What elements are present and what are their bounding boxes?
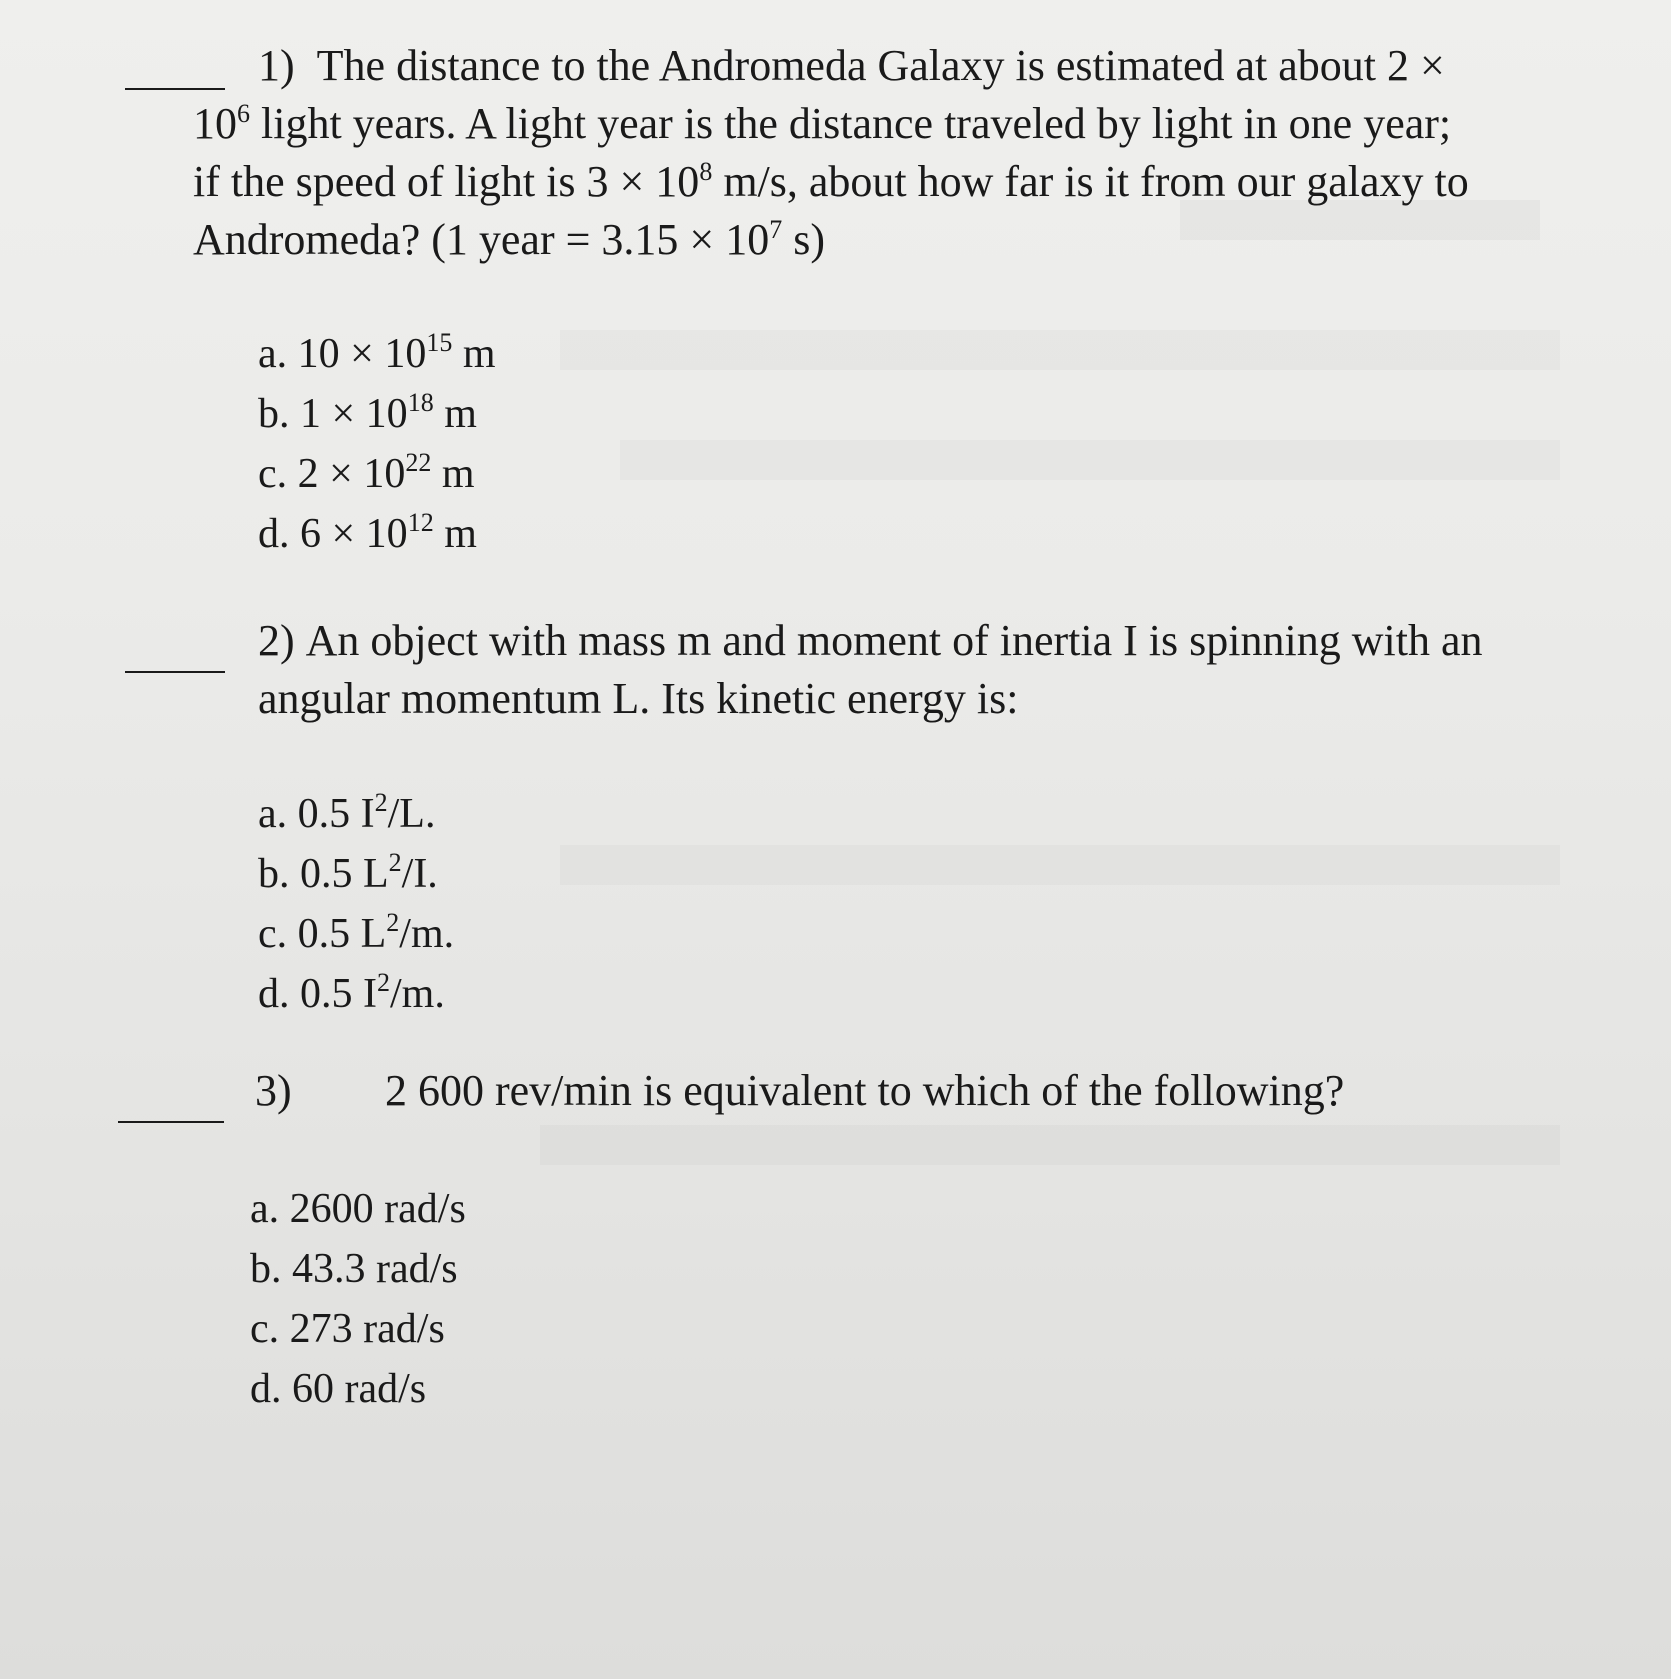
option-text: d. 6 × 10	[258, 511, 408, 557]
option-unit: /I.	[401, 851, 438, 897]
option-unit: m	[452, 331, 496, 377]
answer-blank-q2[interactable]	[125, 671, 225, 673]
q1-option-b[interactable]	[258, 390, 477, 438]
question-2-number: 2)	[258, 616, 295, 665]
option-exponent: 18	[407, 388, 434, 417]
q3-option-b[interactable]: b. 43.3 rad/s	[250, 1246, 458, 1292]
bleed-through-shadow	[620, 440, 1560, 480]
q1-option-a[interactable]	[258, 330, 496, 378]
option-unit: /m.	[390, 971, 445, 1017]
option-unit: /L.	[387, 791, 436, 837]
q2-option-b[interactable]	[258, 850, 438, 898]
option-exponent: 2	[377, 968, 390, 997]
question-2-text-2: angular momentum L. Its kinetic energy is:	[258, 674, 1019, 723]
question-1-line-2	[193, 98, 1451, 149]
q2-option-d[interactable]	[258, 970, 445, 1018]
option-exponent: 2	[374, 788, 388, 817]
question-1-text-3b: m/s, about how far is it from our galaxy to	[712, 157, 1469, 206]
bleed-through-shadow	[560, 845, 1560, 885]
question-1-power-base: 10	[193, 99, 237, 148]
question-3-text: 2 600 rev/min is equivalent to which of the following?	[385, 1066, 1345, 1115]
question-1-text-1: The distance to the Andromeda Galaxy is estimated at about 2 ×	[316, 41, 1445, 90]
answer-blank-q1[interactable]	[125, 88, 225, 90]
option-text: c. 0.5 L	[258, 911, 387, 957]
q2-option-c[interactable]	[258, 910, 454, 958]
option-unit: /m.	[399, 911, 455, 957]
option-unit: m	[433, 391, 477, 437]
option-exponent: 2	[386, 908, 400, 937]
question-1-exponent: 8	[699, 157, 713, 186]
q1-option-d[interactable]	[258, 510, 477, 558]
answer-blank-q3[interactable]	[118, 1121, 224, 1123]
question-1-exponent: 6	[237, 99, 250, 128]
option-exponent: 22	[405, 448, 432, 477]
q3-option-a[interactable]: a. 2600 rad/s	[250, 1186, 466, 1232]
question-2-line-2	[258, 673, 1018, 724]
question-1-line-1	[258, 40, 1445, 91]
bleed-through-shadow	[540, 1125, 1560, 1165]
bleed-through-shadow	[560, 330, 1560, 370]
option-text: a. 10 × 10	[258, 331, 427, 377]
question-1-line-4	[193, 214, 825, 265]
option-exponent: 12	[407, 508, 434, 537]
q1-option-c[interactable]	[258, 450, 475, 498]
q2-option-a[interactable]	[258, 790, 435, 838]
option-text: b. 0.5 L	[258, 851, 389, 897]
option-exponent: 15	[426, 328, 453, 357]
question-1-number: 1)	[258, 41, 295, 90]
q3-option-c[interactable]: c. 273 rad/s	[250, 1306, 445, 1352]
question-1-text-2: light years. A light year is the distance traveled by light in one year;	[250, 99, 1452, 148]
option-text: b. 1 × 10	[258, 391, 408, 437]
question-1-text-4a: Andromeda? (1 year = 3.15 × 10	[193, 215, 770, 264]
option-unit: m	[431, 451, 475, 497]
question-1-text-4b: s)	[782, 215, 826, 264]
question-2-text-1: An object with mass m and moment of inertia I is spinning with an	[305, 616, 1483, 665]
option-unit: m	[433, 511, 477, 557]
question-1-exponent: 7	[769, 215, 783, 244]
q3-option-d[interactable]: d. 60 rad/s	[250, 1366, 427, 1412]
question-1-text-3a: if the speed of light is 3 × 10	[193, 157, 700, 206]
question-1-line-3	[193, 156, 1469, 207]
option-text: a. 0.5 I	[258, 791, 375, 837]
option-exponent: 2	[388, 848, 402, 877]
option-text: c. 2 × 10	[258, 451, 406, 497]
question-2-line-1	[258, 615, 1482, 666]
option-text: d. 0.5 I	[258, 971, 377, 1017]
question-3-number: 3)	[255, 1066, 292, 1115]
